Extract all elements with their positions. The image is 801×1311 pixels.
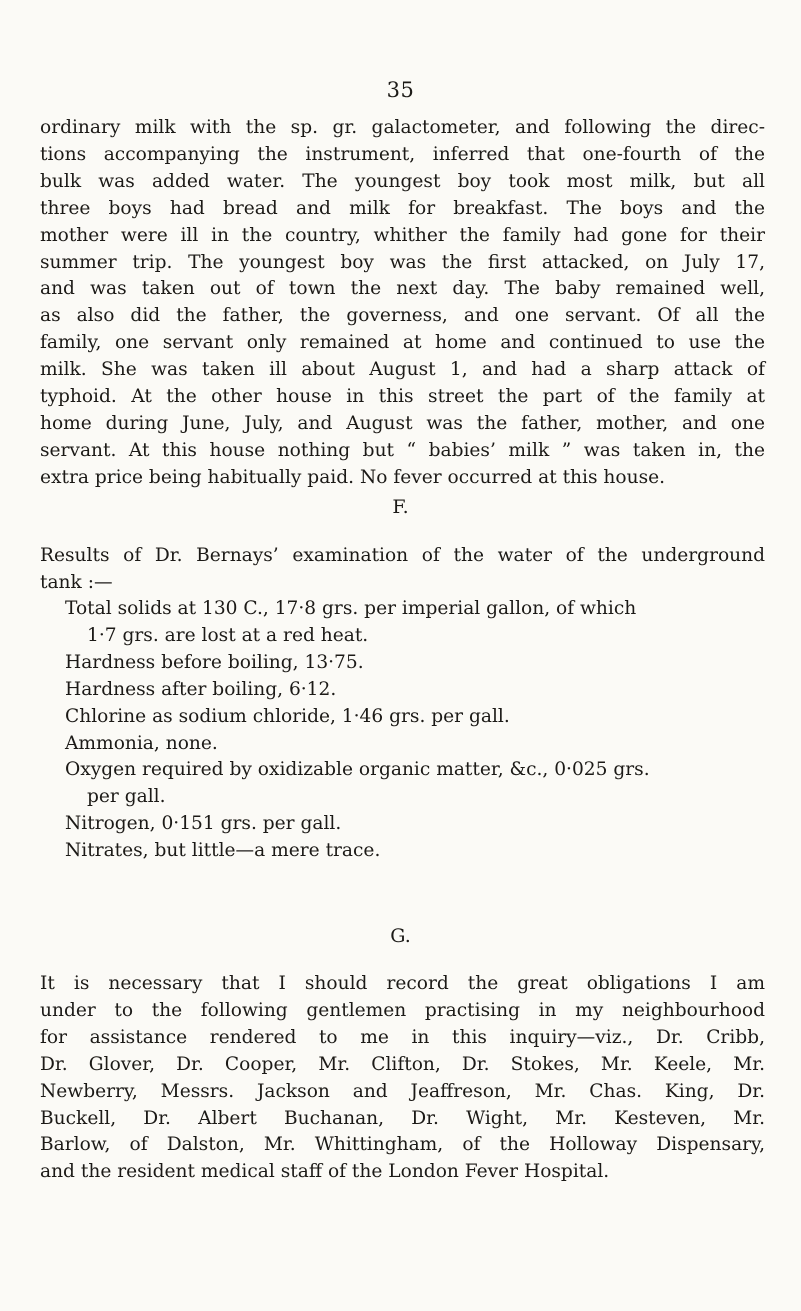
paragraph-line: It is necessary that I should record the great obligations I am — [40, 973, 765, 994]
paragraph-line: servant. At this house nothing but “ babies’ milk ” was taken in, the — [40, 439, 765, 461]
analysis-total-solids-cont: 1·7 grs. are lost at a red heat. — [87, 624, 369, 646]
paragraph-line: Buckell, Dr. Albert Buchanan, Dr. Wight, Mr. Kesteven, Mr. — [40, 1107, 765, 1129]
water-analysis-list — [65, 596, 765, 865]
paragraph-line: home during June, July, and August was the father, mother, and one — [40, 412, 765, 434]
paragraph-line: Newberry, Messrs. Jackson and Jeaffreson, Mr. Chas. King, Dr. — [40, 1080, 765, 1102]
analysis-nitrates: Nitrates, but little—a mere trace. — [65, 840, 381, 862]
paragraph-line: family, one servant only remained at home and continued to use the — [40, 332, 765, 354]
paragraph-line: typhoid. At the other house in this street the part of the family at — [40, 386, 765, 408]
analysis-ammonia: Ammonia, none. — [65, 732, 218, 754]
paragraph-milk-typhoid — [40, 115, 765, 492]
section-heading-g: G. — [390, 925, 411, 947]
paragraph-line: under to the following gentlemen practising in my neighbourhood — [40, 999, 765, 1021]
paragraph-line: three boys had bread and milk for breakfast. The boys and the — [40, 197, 765, 219]
paragraph-line: Results of Dr. Bernays’ examination of the water of the underground — [40, 545, 765, 566]
paragraph-water-results — [40, 543, 765, 597]
paragraph-line: Barlow, of Dalston, Mr. Whittingham, of the Holloway Dispensary, — [40, 1134, 765, 1156]
paragraph-line: tions accompanying the instrument, inferred that one-fourth of the — [40, 143, 765, 165]
analysis-oxygen: Oxygen required by oxidizable organic matter, &c., 0·025 grs. — [65, 759, 650, 781]
paragraph-acknowledgements — [40, 971, 765, 1186]
analysis-hardness-before: Hardness before boiling, 13·75. — [65, 651, 364, 673]
paragraph-line: Dr. Glover, Dr. Cooper, Mr. Clifton, Dr. Stokes, Mr. Keele, Mr. — [40, 1053, 765, 1075]
paragraph-line: ordinary milk with the sp. gr. galactometer, and following the direc- — [40, 117, 765, 138]
paragraph-line: milk. She was taken ill about August 1, and had a sharp attack of — [40, 359, 765, 381]
paragraph-line: tank :— — [40, 571, 113, 593]
paragraph-line: extra price being habitually paid. No fever occurred at this house. — [40, 466, 666, 488]
analysis-nitrogen: Nitrogen, 0·151 grs. per gall. — [65, 813, 342, 835]
paragraph-line: as also did the father, the governess, and one servant. Of all the — [40, 305, 765, 327]
paragraph-line: and was taken out of town the next day. The baby remained well, — [40, 278, 765, 300]
paragraph-line: mother were ill in the country, whither the family had gone for their — [40, 224, 765, 246]
paragraph-line: for assistance rendered to me in this inquiry—viz., Dr. Cribb, — [40, 1026, 765, 1048]
paragraph-line: bulk was added water. The youngest boy took most milk, but all — [40, 170, 765, 192]
analysis-hardness-after: Hardness after boiling, 6·12. — [65, 678, 337, 700]
paragraph-line: and the resident medical staff of the London Fever Hospital. — [40, 1161, 610, 1183]
section-heading-f: F. — [392, 496, 409, 518]
paragraph-line: summer trip. The youngest boy was the first attacked, on July 17, — [40, 251, 765, 273]
analysis-chlorine: Chlorine as sodium chloride, 1·46 grs. per gall. — [65, 705, 510, 727]
page-number: 35 — [386, 78, 415, 102]
analysis-total-solids: Total solids at 130 C., 17·8 grs. per imperial gallon, of which — [65, 598, 637, 619]
analysis-oxygen-cont: per gall. — [87, 786, 166, 808]
